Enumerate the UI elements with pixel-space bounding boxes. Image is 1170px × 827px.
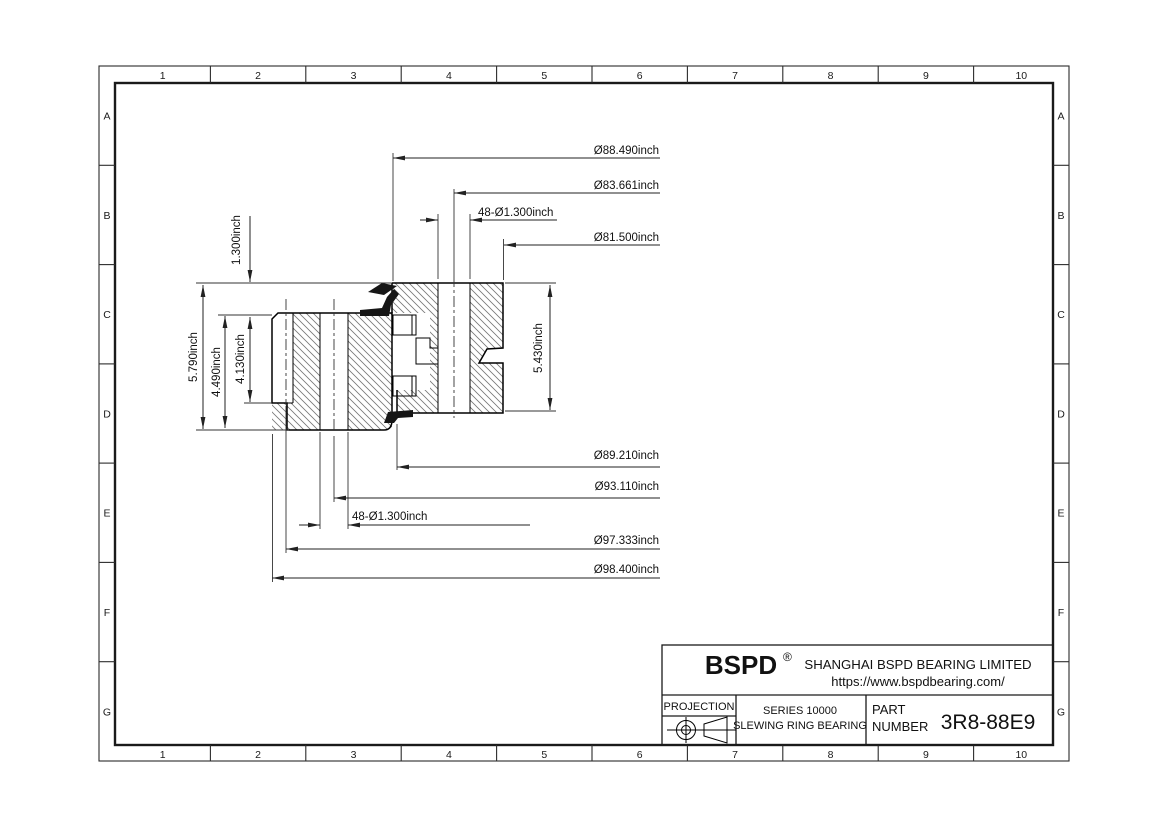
grid-col-top-2: 2: [255, 70, 262, 82]
dim-od-88-490: Ø88.490inch: [593, 145, 659, 157]
dim-od-93-110: Ø93.110inch: [594, 481, 659, 493]
grid-row-right-e: E: [1057, 507, 1065, 520]
grid-col-bottom-9: 9: [922, 749, 929, 761]
grid-row-left-d: D: [103, 408, 111, 421]
grid-row-left-a: A: [103, 110, 111, 123]
dim-od-97-333: Ø97.333inch: [593, 535, 659, 547]
grid-col-top-7: 7: [732, 70, 739, 82]
grid-col-top-10: 10: [1015, 70, 1028, 82]
dim-od-98-400: Ø98.400inch: [593, 564, 659, 576]
dim-height-5-430: 5.430inch: [533, 323, 545, 373]
company-website: https://www.bspdbearing.com/: [831, 674, 1005, 689]
grid-col-top-3: 3: [350, 70, 357, 82]
grid-row-left-g: G: [102, 706, 112, 719]
dim-od-83-661: Ø83.661inch: [593, 180, 659, 192]
dim-height-1-300: 1.300inch: [231, 215, 243, 265]
grid-row-left-c: C: [103, 309, 111, 322]
registered-trademark-icon: ®: [783, 650, 792, 664]
brand-logo: BSPD: [704, 650, 778, 680]
first-angle-projection-icon: [667, 717, 736, 743]
part-label-line1: PART: [872, 702, 906, 717]
grid-col-bottom-3: 3: [350, 749, 357, 761]
company-name: SHANGHAI BSPD BEARING LIMITED: [804, 657, 1032, 672]
grid-col-bottom-1: 1: [159, 749, 166, 761]
grid-row-left-b: B: [103, 209, 111, 222]
series-line1: SERIES 10000: [763, 705, 837, 717]
dim-48-holes-bottom: 48-Ø1.300inch: [352, 511, 428, 523]
grid-row-left-f: F: [103, 607, 111, 619]
grid-col-bottom-6: 6: [636, 749, 643, 761]
part-number-value: 3R8-88E9: [940, 711, 1036, 734]
grid-row-right-g: G: [1056, 706, 1066, 719]
grid-col-top-6: 6: [636, 70, 643, 82]
grid-col-bottom-4: 4: [445, 749, 452, 761]
roller-top: [393, 315, 416, 335]
grid-col-top-8: 8: [827, 70, 834, 82]
grid-col-top-1: 1: [159, 70, 166, 82]
grid-row-right-f: F: [1057, 607, 1065, 619]
grid-col-top-5: 5: [541, 70, 548, 82]
grid-col-bottom-7: 7: [732, 749, 739, 761]
grid-row-left-e: E: [103, 507, 111, 520]
bearing-cross-section: [272, 276, 503, 432]
part-label-line2: NUMBER: [872, 719, 929, 734]
grid-col-bottom-2: 2: [255, 749, 262, 761]
dim-height-4-130: 4.130inch: [235, 334, 247, 384]
dim-od-89-210: Ø89.210inch: [593, 450, 659, 462]
grid-row-right-d: D: [1057, 408, 1065, 421]
grid-row-right-b: B: [1057, 209, 1065, 222]
dim-height-4-490: 4.490inch: [211, 347, 223, 397]
projection-label: PROJECTION: [663, 701, 735, 713]
grid-col-bottom-5: 5: [541, 749, 548, 761]
dimension-labels: [188, 145, 659, 576]
grid-col-top-4: 4: [445, 70, 452, 82]
row-dividers: [99, 165, 1069, 661]
dim-od-81-500: Ø81.500inch: [593, 232, 659, 244]
series-line2: SLEWING RING BEARING: [733, 720, 867, 732]
grid-col-bottom-10: 10: [1015, 749, 1028, 761]
dim-48-holes-top: 48-Ø1.300inch: [478, 207, 554, 219]
grid-col-bottom-8: 8: [827, 749, 834, 761]
dim-height-5-790: 5.790inch: [188, 332, 200, 382]
grid-col-top-9: 9: [922, 70, 929, 82]
title-block: [662, 645, 1053, 745]
grid-row-right-c: C: [1057, 309, 1065, 322]
grid-row-right-a: A: [1057, 110, 1065, 123]
